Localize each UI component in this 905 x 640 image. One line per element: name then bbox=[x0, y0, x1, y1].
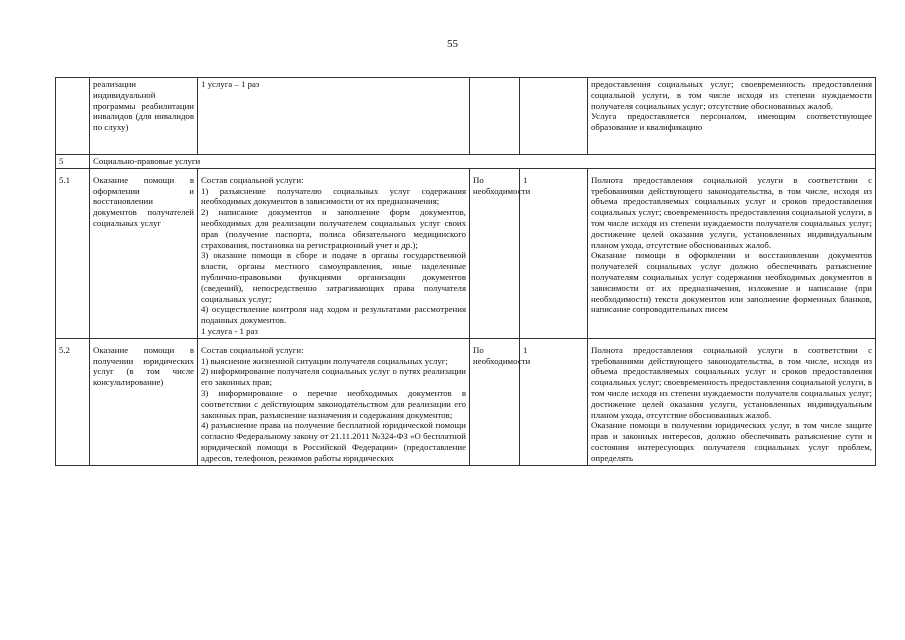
cell-content bbox=[198, 168, 470, 338]
quality-paragraph: Оказание помощи в оформлении и восстановлении документов получателей социальных услуг должно обеспечивать разъяснение получателям социальных услуг содержания необходимых документов в зависимости от их предназначения, изложение и написание (при необходимости) текста документов или заполнение форменных бланков, написание сопроводительных писем bbox=[591, 250, 872, 315]
table-row bbox=[56, 78, 876, 155]
cell-content bbox=[198, 338, 470, 465]
table-row bbox=[56, 168, 876, 338]
content-line: 1) выяснение жизненной ситуации получателя социальных услуг; bbox=[201, 355, 448, 366]
cell-quality bbox=[588, 78, 876, 155]
cell-period: По необходимости bbox=[470, 338, 520, 465]
content-line: 3) оказание помощи в сборе и подаче в органы государственной власти, органы местного самоуправления, иные наделенные публично-правовыми функциями организации документов (сведений), непосредственно затрагивающих права получателя социальных услуг; bbox=[201, 250, 466, 304]
section-title: Социально-правовые услуги bbox=[90, 155, 876, 169]
cell-service-name: Оказание помощи в оформлении и восстановлении документов получателей социальных услуг bbox=[90, 168, 198, 338]
cell-quality bbox=[588, 168, 876, 338]
quality-paragraph: Оказание помощи в получении юридических услуг, в том числе защите прав и законных интересов, должно обеспечивать разъяснение сути и состояния интересующих получателя социальных услуг проблем, определять bbox=[591, 420, 872, 463]
services-table bbox=[55, 77, 876, 466]
cell-quality bbox=[588, 338, 876, 465]
cell-content bbox=[198, 78, 470, 155]
cell-unit: 1 bbox=[520, 338, 588, 465]
cell-period: По необходимости bbox=[470, 168, 520, 338]
cell-num: 5.1 bbox=[56, 168, 90, 338]
page-number: 55 bbox=[447, 38, 458, 50]
quality-paragraph: предоставления социальных услуг; своевременность предоставления социальной услуги, в том числе исходя из степени нуждаемости получателя социальных услуг; отсутствие обоснованных жалоб. bbox=[591, 79, 872, 111]
cell-service-name: Оказание помощи в получении юридических услуг (в том числе консультирование) bbox=[90, 338, 198, 465]
content-line: 1 услуга – 1 раз bbox=[201, 79, 260, 89]
cell-service-name: реализации индивидуальной программы реабилитации инвалидов (для инвалидов по слуху) bbox=[90, 78, 198, 155]
quality-paragraph: Полнота предоставления социальной услуги в соответствии с требованиями действующего законодательства, в том числе, исходя из объема предоставляемых социальных услуг и сроков предоставления социальных услуг; своевременность предоставления социальной услуги, в том числе исходя из степени нуждаемости получателя социальных услуг; достижение целей оказания услуги, установленных индивидуальным планом ухода, отсутствие обоснованных жалоб. bbox=[591, 174, 872, 250]
content-line: 4) осуществление контроля над ходом и результатами рассмотрения поданных документов. bbox=[201, 304, 466, 326]
content-line: Состав социальной услуги: bbox=[201, 344, 304, 355]
quality-paragraph: Услуга предоставляется персоналом, имеющим соответствующее образование и квалификацию bbox=[591, 111, 872, 133]
cell-unit bbox=[520, 78, 588, 155]
table-row bbox=[56, 338, 876, 465]
content-line: 3) информирование о перечне необходимых документов в соответствии с действующим законодательством для реализации его законных прав, разъяснение назначения и содержания документов; bbox=[201, 387, 466, 420]
content-line: 1 услуга - 1 раз bbox=[201, 325, 258, 336]
content-line: 4) разъяснение права на получение бесплатной юридической помощи согласно Федеральному закону от 21.11.2011 №324-ФЗ «О бесплатной юридической помощи в Российской Федерации» (предоставление адресов, телефонов, режимов работы юридических bbox=[201, 420, 466, 463]
content-line: 2) написание документов и заполнение форм документов, необходимых для реализации получателем социальных услуг своих прав (получение паспорта, полиса обязательного медицинского страхования, постановка на регистрационный учет и др.); bbox=[201, 207, 466, 250]
section-number: 5 bbox=[56, 155, 90, 169]
cell-period bbox=[470, 78, 520, 155]
section-row bbox=[56, 155, 876, 169]
cell-num: 5.2 bbox=[56, 338, 90, 465]
quality-paragraph: Полнота предоставления социальной услуги в соответствии с требованиями действующего законодательства, в том числе, исходя из объема предоставляемых социальных услуг и сроков предоставления социальных услуг; своевременность предоставления социальной услуги, в том числе исходя из степени нуждаемости получателя социальных услуг; достижение целей оказания услуги, установленных индивидуальным планом ухода, отсутствие обоснованных жалоб. bbox=[591, 344, 872, 420]
content-line: 2) информирование получателя социальных услуг о путях реализации его законных прав; bbox=[201, 366, 466, 388]
content-line: Состав социальной услуги: bbox=[201, 174, 304, 185]
cell-num bbox=[56, 78, 90, 155]
content-line: 1) разъяснение получателю социальных услуг содержания необходимых документов в зависимости от их предназначения; bbox=[201, 185, 466, 207]
cell-unit: 1 bbox=[520, 168, 588, 338]
